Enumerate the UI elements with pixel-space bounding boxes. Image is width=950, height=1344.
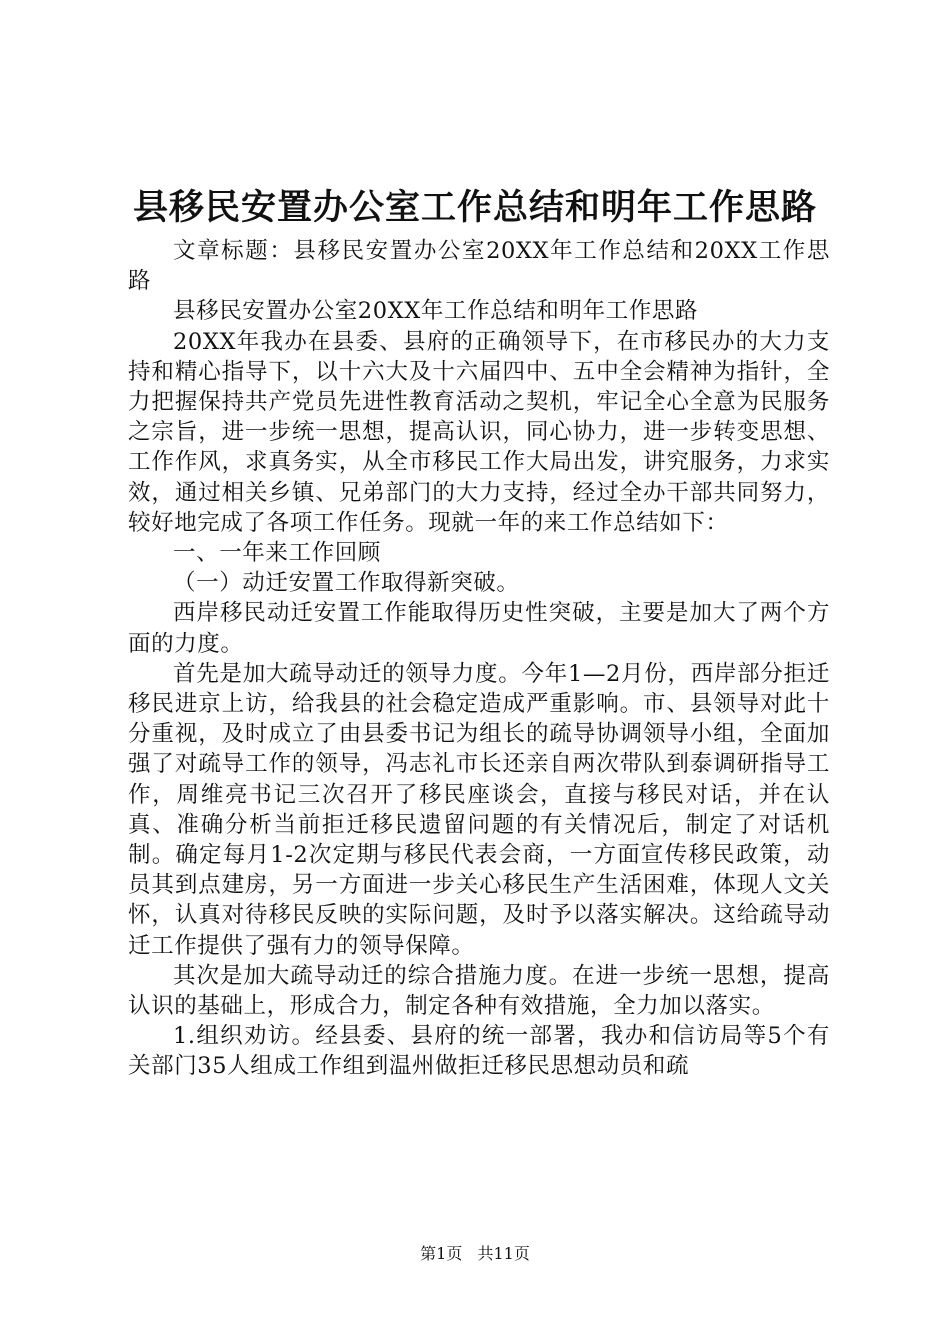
paragraph-article-heading: 文章标题：县移民安置办公室20XX年工作总结和20XX工作思路 [128,238,830,295]
page-footer [0,1243,950,1265]
paragraph-measures: 其次是加大疏导动迁的综合措施力度。在进一步统一思想，提高认识的基础上，形成合力，制定各种有效措施，全力加以落实。 [128,962,830,1020]
paragraph-subtitle: 县移民安置办公室20XX年工作总结和明年工作思路 [173,298,699,325]
section-heading-review: 一、一年来工作回顾 [173,540,381,567]
document-body [128,236,830,1082]
paragraph-intro: 20XX年我办在县委、县府的正确领导下，在市移民办的大力支持和精心指导下，以十六大及十六届四中、五中全会精神为指针，全力把握保持共产党员先进性教育活动之契机，牢记全心全意为民服务之宗旨，进一步统一思想，提高认识，同心协力，进一步转变思想、工作作风，求真务实，从全市移民工作大局出发，讲究服务，力求实效，通过相关乡镇、兄弟部门的大力支持，经过全办干部共同努力，较好地完成了各项工作任务。现就一年的来工作总结如下： [128,328,830,536]
page-number: 第1页 [420,1244,463,1263]
subsection-heading-relocation: （一）动迁安置工作取得新突破。 [173,570,520,597]
paragraph-west-bank: 西岸移民动迁安置工作能取得历史性突破，主要是加大了两个方面的力度。 [128,600,830,657]
document-title: 县移民安置办公室工作总结和明年工作思路 [132,188,817,228]
paragraph-organize-visit: 1.组织劝访。经县委、县府的统一部署，我办和信访局等5个有关部门35人组成工作组到温州做拒迁移民思想动员和疏 [128,1023,830,1080]
page-total: 共11页 [477,1244,530,1263]
paragraph-leadership: 首先是加大疏导动迁的领导力度。今年1—2月份，西岸部分拒迁移民进京上访，给我县的社会稳定造成严重影响。市、县领导对此十分重视，及时成立了由县委书记为组长的疏导协调领导小组，全面加强了对疏导工作的领导，冯志礼市长还亲自两次带队到泰调研指导工作，周维亮书记三次召开了移民座谈会，直接与移民对话，并在认真、准确分析当前拒迁移民遗留问题的有关情况后，制定了对话机制。确定每月1-2次定期与移民代表会商，一方面宣传移民政策，动员其到点建房，另一方面进一步关心移民生产生活困难，体现人文关怀，认真对待移民反映的实际问题，及时予以落实解决。这给疏导动迁工作提供了强有力的领导保障。 [128,660,830,959]
